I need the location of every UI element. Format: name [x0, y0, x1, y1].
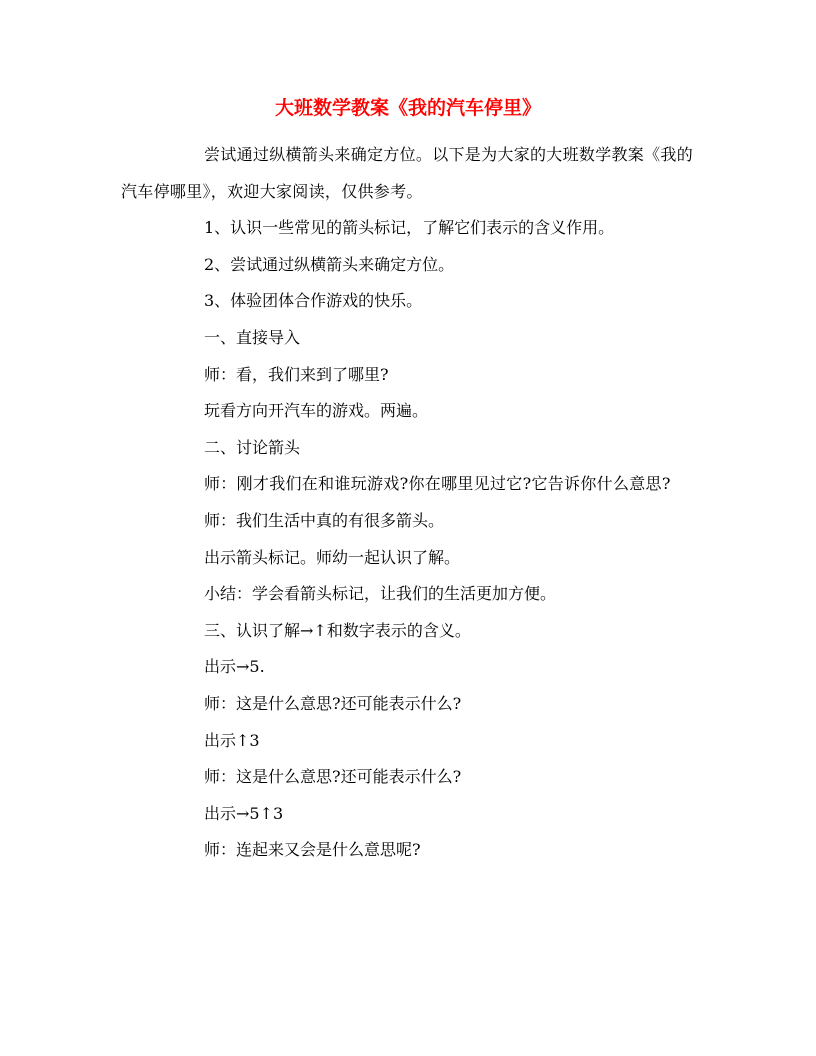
paragraph: 出示↑3 [204, 730, 260, 750]
goal-3: 3、体验团体合作游戏的快乐。 [204, 291, 423, 311]
goal-2: 2、尝试通过纵横箭头来确定方位。 [204, 254, 455, 274]
paragraph: 师：这是什么意思?还可能表示什么? [204, 693, 462, 713]
paragraph: 师：连起来又会是什么意思呢? [204, 840, 421, 860]
paragraph: 玩看方向开汽车的游戏。两遍。 [204, 401, 429, 421]
paragraph: 出示箭头标记。师幼一起认识了解。 [204, 547, 461, 567]
section-heading-2: 二、讨论箭头 [204, 437, 301, 457]
paragraph: 师：刚才我们在和谁玩游戏?你在哪里见过它?它告诉你什么意思? [204, 474, 671, 494]
paragraph: 出示→5↑3 [204, 803, 284, 823]
paragraph: 师：这是什么意思?还可能表示什么? [204, 767, 462, 787]
paragraph: 师：我们生活中真的有很多箭头。 [204, 510, 445, 530]
paragraph: 师：看，我们来到了哪里? [204, 364, 389, 384]
section-heading-1: 一、直接导入 [204, 327, 301, 347]
document-body [121, 137, 701, 869]
section-heading-3: 三、认识了解→↑和数字表示的含义。 [204, 620, 471, 640]
intro-paragraph: 尝试通过纵横箭头来确定方位。以下是为大家的大班数学教案《我的汽车停哪里》，欢迎大家阅读，仅供参考。 [121, 145, 694, 201]
paragraph: 出示→5. [204, 657, 265, 677]
document-title: 大班数学教案《我的汽车停里》 [274, 97, 541, 119]
goal-1: 1、认识一些常见的箭头标记，了解它们表示的含义作用。 [204, 218, 615, 238]
summary-paragraph: 小结：学会看箭头标记，让我们的生活更加方便。 [204, 584, 557, 604]
